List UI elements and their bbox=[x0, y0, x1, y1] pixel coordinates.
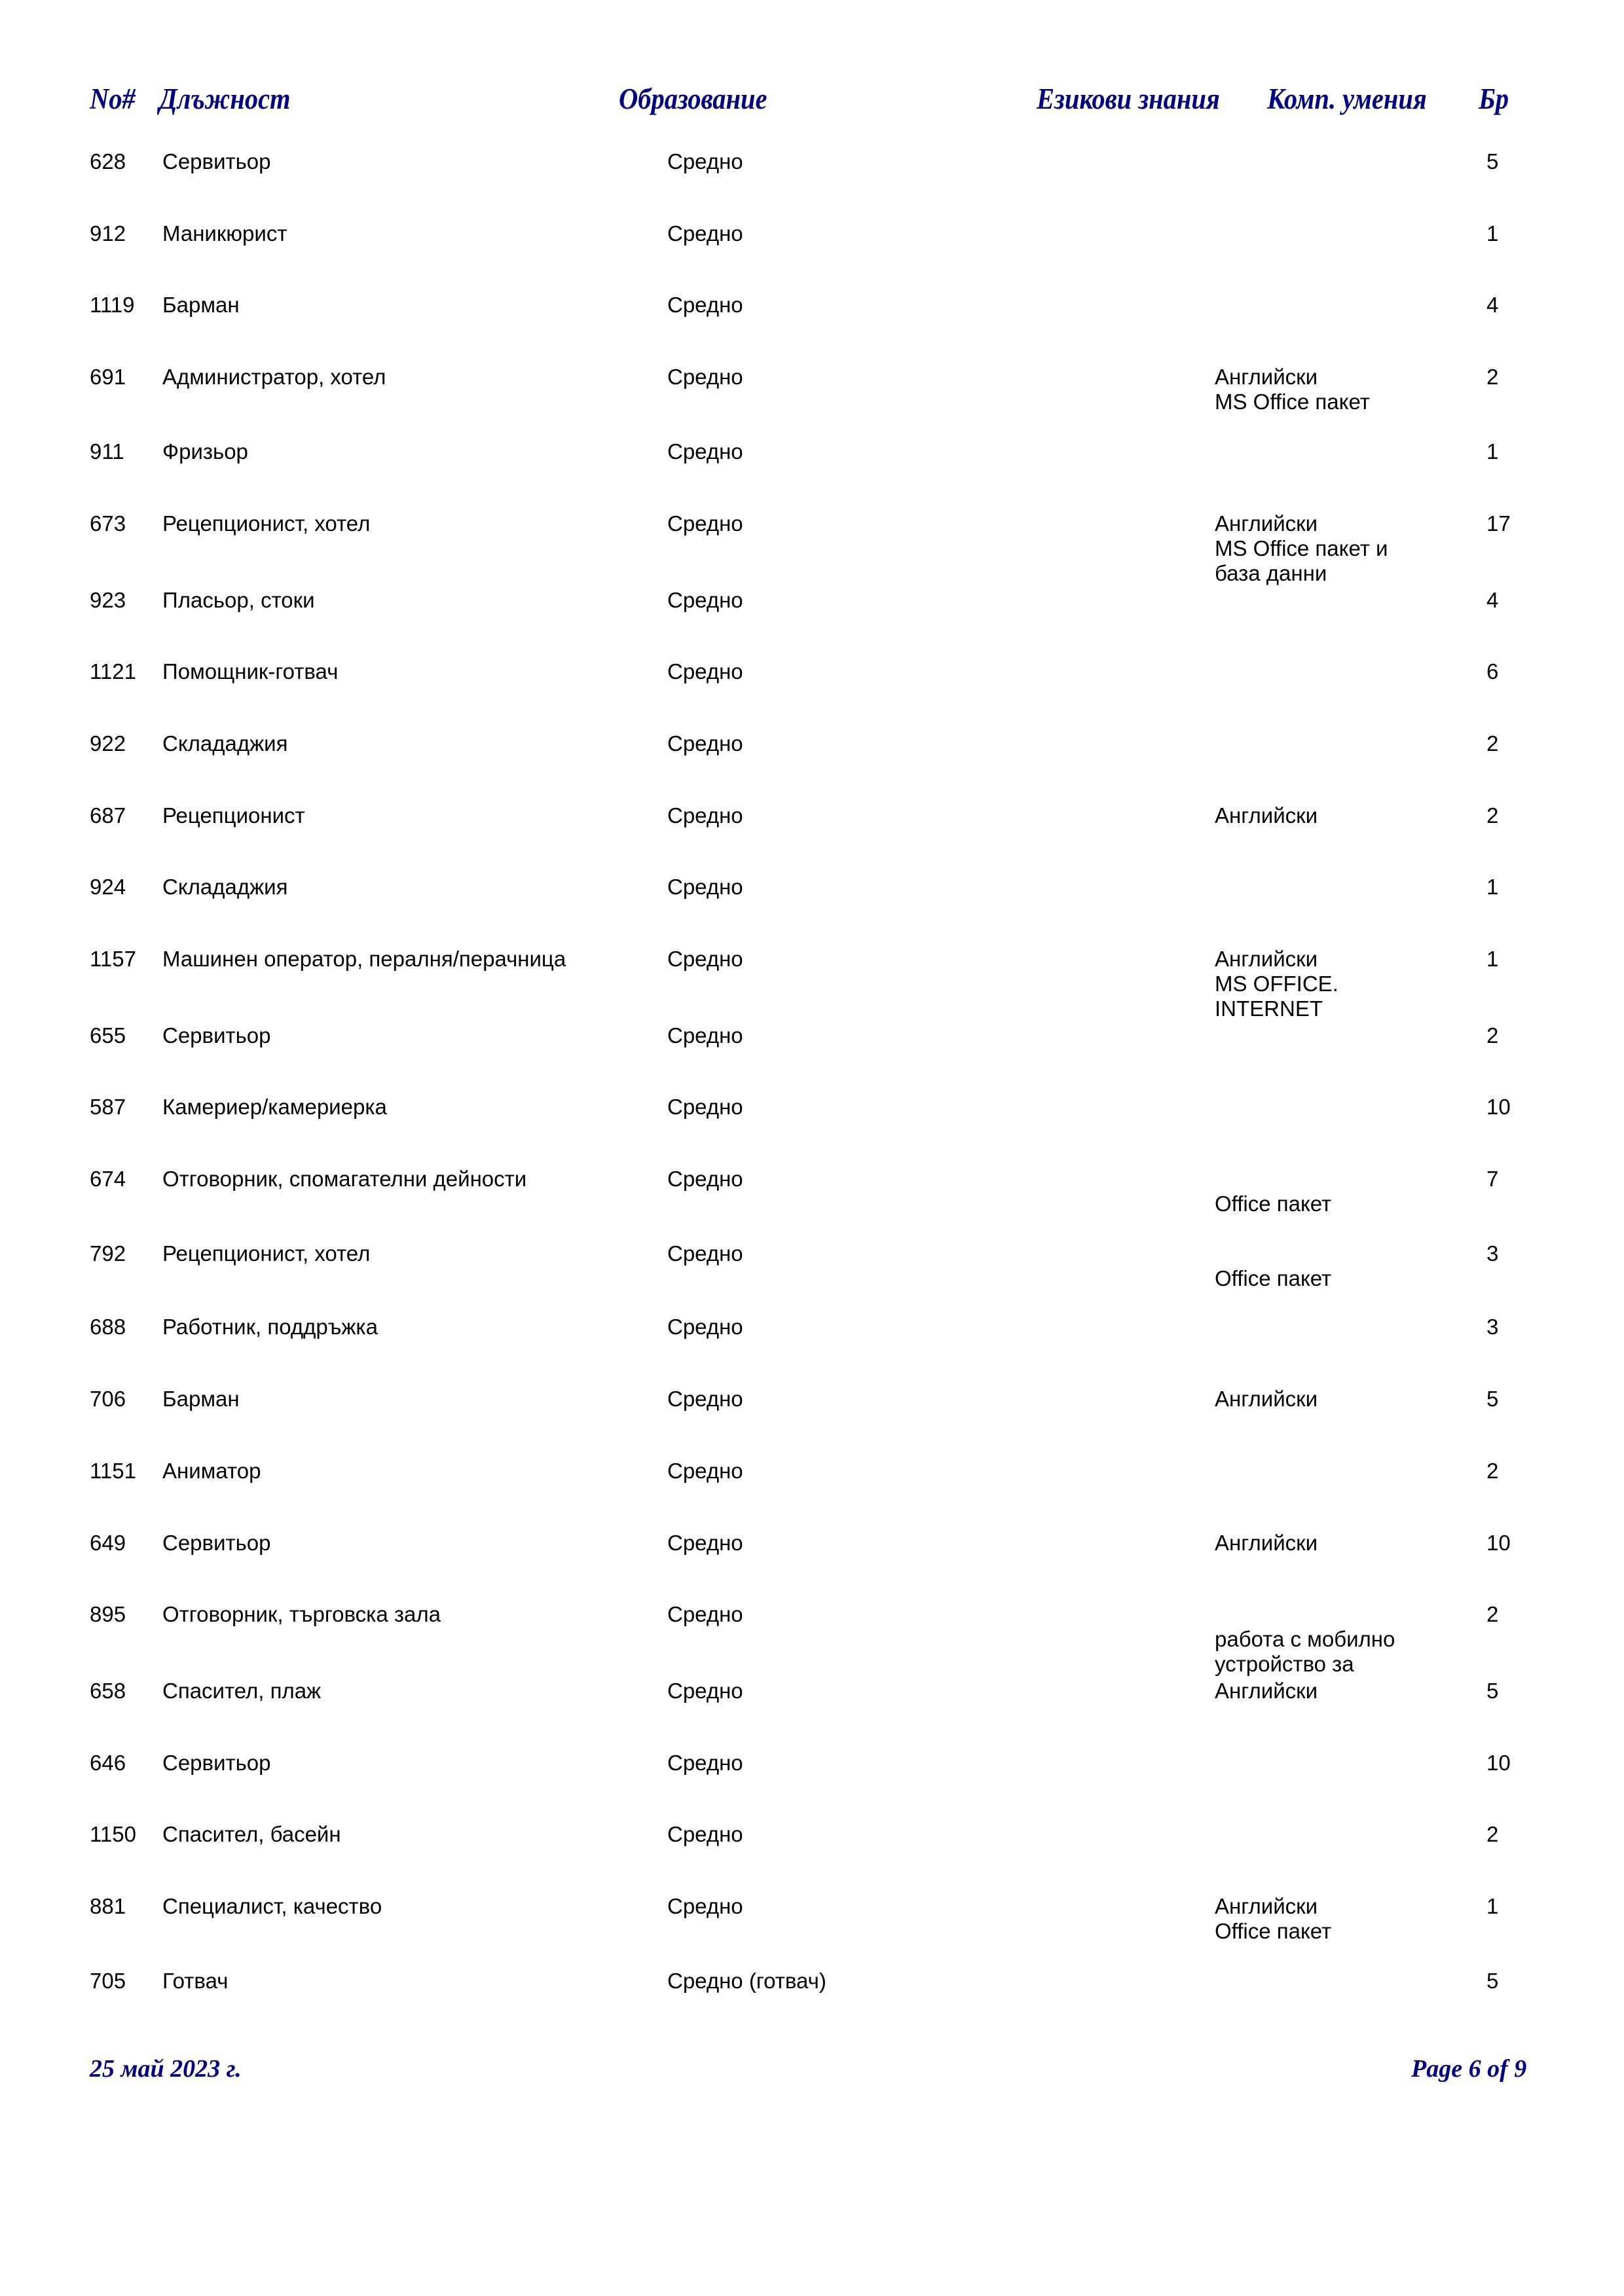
job-title: Спасител, басейн bbox=[162, 1822, 341, 1846]
table-row bbox=[0, 1969, 1624, 2008]
row-number: 706 bbox=[90, 1387, 126, 1411]
position-count: 3 bbox=[1486, 1315, 1499, 1339]
education: Средно bbox=[667, 1751, 743, 1775]
position-count: 7 bbox=[1486, 1167, 1499, 1191]
table-row bbox=[0, 149, 1624, 189]
job-title: Маникюрист bbox=[162, 221, 287, 246]
table-row bbox=[0, 511, 1624, 585]
header-education: Образование bbox=[619, 82, 767, 115]
position-count: 1 bbox=[1486, 221, 1499, 246]
education: Средно bbox=[667, 1167, 743, 1191]
position-count: 10 bbox=[1486, 1531, 1511, 1555]
skill-line: устройство за bbox=[1215, 1652, 1354, 1676]
position-count: 5 bbox=[1486, 1387, 1499, 1411]
table-row bbox=[0, 1387, 1624, 1426]
row-number: 673 bbox=[90, 511, 126, 536]
position-count: 2 bbox=[1486, 803, 1499, 828]
skills bbox=[1215, 1241, 1331, 1291]
job-title: Рецепционист, хотел bbox=[162, 511, 371, 536]
position-count: 5 bbox=[1486, 1969, 1499, 1993]
education: Средно bbox=[667, 365, 743, 389]
table-row bbox=[0, 221, 1624, 261]
row-number: 658 bbox=[90, 1679, 126, 1703]
skill-line: Office пакет bbox=[1215, 1266, 1332, 1290]
row-number: 911 bbox=[90, 439, 124, 464]
table-row bbox=[0, 1822, 1624, 1861]
position-count: 2 bbox=[1486, 1602, 1499, 1626]
row-number: 674 bbox=[90, 1167, 126, 1191]
table-row bbox=[0, 365, 1624, 414]
table-row bbox=[0, 875, 1624, 914]
skill-line: MS Office пакет bbox=[1215, 390, 1370, 414]
job-title: Сервитьор bbox=[162, 149, 271, 173]
job-title: Администратор, хотел bbox=[162, 365, 386, 389]
job-title: Склададжия bbox=[162, 875, 288, 899]
skills bbox=[1215, 511, 1388, 586]
job-title: Отговорник, спомагателни дейности bbox=[162, 1167, 527, 1191]
position-count: 10 bbox=[1486, 1095, 1511, 1119]
row-number: 881 bbox=[90, 1894, 126, 1918]
skill-line: работа с мобилно bbox=[1215, 1627, 1395, 1651]
position-count: 6 bbox=[1486, 659, 1499, 683]
education: Средно bbox=[667, 1095, 743, 1119]
position-count: 2 bbox=[1486, 1023, 1499, 1048]
row-number: 792 bbox=[90, 1241, 126, 1266]
skill-line: Английски bbox=[1215, 365, 1318, 389]
education: Средно bbox=[667, 149, 743, 173]
education: Средно bbox=[667, 731, 743, 756]
job-title: Отговорник, търговска зала bbox=[162, 1602, 441, 1626]
position-count: 1 bbox=[1486, 1894, 1499, 1918]
skills bbox=[1215, 1387, 1318, 1412]
education: Средно bbox=[667, 875, 743, 899]
skills bbox=[1215, 365, 1370, 414]
skills bbox=[1215, 803, 1318, 828]
education: Средно bbox=[667, 947, 743, 971]
position-count: 2 bbox=[1486, 1459, 1499, 1483]
education: Средно bbox=[667, 293, 743, 317]
education: Средно bbox=[667, 1023, 743, 1048]
table-row bbox=[0, 731, 1624, 771]
job-title: Спасител, плаж bbox=[162, 1679, 322, 1703]
job-title: Склададжия bbox=[162, 731, 288, 756]
table-row bbox=[0, 1167, 1624, 1216]
job-title: Фризьор bbox=[162, 439, 248, 464]
header-computer-skills: Комп. умения bbox=[1267, 82, 1427, 115]
position-count: 1 bbox=[1486, 439, 1499, 464]
position-count: 17 bbox=[1486, 511, 1511, 536]
table-row bbox=[0, 1751, 1624, 1790]
row-number: 1151 bbox=[90, 1459, 136, 1483]
row-number: 895 bbox=[90, 1602, 126, 1626]
row-number: 922 bbox=[90, 731, 126, 756]
table-row bbox=[0, 293, 1624, 332]
skill-line: INTERNET bbox=[1215, 996, 1323, 1021]
education: Средно bbox=[667, 1822, 743, 1846]
education: Средно bbox=[667, 1241, 743, 1266]
table-row bbox=[0, 1894, 1624, 1943]
job-title: Сервитьор bbox=[162, 1531, 271, 1555]
job-title: Машинен оператор, пералня/перачница bbox=[162, 947, 566, 971]
row-number: 646 bbox=[90, 1751, 126, 1775]
education: Средно (готвач) bbox=[667, 1969, 826, 1993]
table-row bbox=[0, 1679, 1624, 1718]
position-count: 2 bbox=[1486, 365, 1499, 389]
education: Средно bbox=[667, 1894, 743, 1918]
job-title: Пласьор, стоки bbox=[162, 588, 315, 612]
row-number: 1121 bbox=[90, 659, 136, 683]
job-title: Сервитьор bbox=[162, 1751, 271, 1775]
row-number: 655 bbox=[90, 1023, 126, 1048]
skills bbox=[1215, 1679, 1318, 1704]
position-count: 3 bbox=[1486, 1241, 1499, 1266]
position-count: 10 bbox=[1486, 1751, 1511, 1775]
table-row bbox=[0, 1602, 1624, 1676]
table-row bbox=[0, 439, 1624, 479]
table-row bbox=[0, 1095, 1624, 1134]
position-count: 2 bbox=[1486, 1822, 1499, 1846]
position-count: 1 bbox=[1486, 947, 1499, 971]
skill-line: Английски bbox=[1215, 1531, 1318, 1555]
education: Средно bbox=[667, 1315, 743, 1339]
education: Средно bbox=[667, 439, 743, 464]
row-number: 924 bbox=[90, 875, 126, 899]
position-count: 4 bbox=[1486, 293, 1499, 317]
row-number: 628 bbox=[90, 149, 126, 173]
table-row bbox=[0, 1315, 1624, 1354]
job-title: Камериер/камериерка bbox=[162, 1095, 387, 1119]
skill-line: Английски bbox=[1215, 511, 1318, 536]
table-row bbox=[0, 947, 1624, 1021]
education: Средно bbox=[667, 659, 743, 683]
skills bbox=[1215, 1167, 1331, 1216]
footer-date: 25 май 2023 г. bbox=[90, 2055, 242, 2083]
education: Средно bbox=[667, 1387, 743, 1411]
row-number: 688 bbox=[90, 1315, 126, 1339]
skill-line: Английски bbox=[1215, 1679, 1318, 1703]
row-number: 1157 bbox=[90, 947, 136, 971]
position-count: 5 bbox=[1486, 149, 1499, 173]
skill-line bbox=[1215, 1602, 1395, 1627]
skill-line: Office пакет bbox=[1215, 1919, 1332, 1943]
skills bbox=[1215, 1894, 1331, 1944]
table-row bbox=[0, 1459, 1624, 1498]
job-title: Помощник-готвач bbox=[162, 659, 339, 683]
table-row bbox=[0, 1531, 1624, 1570]
row-number: 1150 bbox=[90, 1822, 136, 1846]
footer-page-number: Page 6 of 9 bbox=[1411, 2055, 1527, 2083]
skills bbox=[1215, 1602, 1395, 1677]
row-number: 649 bbox=[90, 1531, 126, 1555]
table-row bbox=[0, 588, 1624, 627]
job-title: Готвач bbox=[162, 1969, 229, 1993]
skill-line: Office пакет bbox=[1215, 1192, 1332, 1216]
row-number: 912 bbox=[90, 221, 126, 246]
header-languages: Езикови знания bbox=[1037, 82, 1220, 115]
row-number: 691 bbox=[90, 365, 126, 389]
skill-line: MS Office пакет и bbox=[1215, 536, 1388, 560]
job-title: Рецепционист bbox=[162, 803, 305, 828]
table-row bbox=[0, 1023, 1624, 1063]
skills bbox=[1215, 947, 1338, 1021]
row-number: 1119 bbox=[90, 293, 135, 317]
table-row bbox=[0, 803, 1624, 843]
job-title: Сервитьор bbox=[162, 1023, 271, 1048]
position-count: 5 bbox=[1486, 1679, 1499, 1703]
job-title: Аниматор bbox=[162, 1459, 261, 1483]
position-count: 1 bbox=[1486, 875, 1499, 899]
row-number: 587 bbox=[90, 1095, 126, 1119]
skill-line: база данни bbox=[1215, 561, 1327, 585]
job-title: Работник, поддръжка bbox=[162, 1315, 378, 1339]
skill-line bbox=[1215, 1241, 1331, 1266]
education: Средно bbox=[667, 1602, 743, 1626]
skill-line: Английски bbox=[1215, 1894, 1318, 1918]
skill-line: MS OFFICE. bbox=[1215, 972, 1338, 996]
position-count: 4 bbox=[1486, 588, 1499, 612]
skills bbox=[1215, 1531, 1318, 1556]
education: Средно bbox=[667, 511, 743, 536]
job-title: Барман bbox=[162, 293, 240, 317]
row-number: 687 bbox=[90, 803, 126, 828]
table-row bbox=[0, 659, 1624, 699]
header-title: Длъжност bbox=[159, 82, 291, 115]
row-number: 923 bbox=[90, 588, 126, 612]
job-title: Рецепционист, хотел bbox=[162, 1241, 371, 1266]
row-number: 705 bbox=[90, 1969, 126, 1993]
education: Средно bbox=[667, 1679, 743, 1703]
header-no: No# bbox=[90, 82, 136, 115]
table-row bbox=[0, 1241, 1624, 1290]
skill-line: Английски bbox=[1215, 947, 1318, 971]
skill-line: Английски bbox=[1215, 803, 1318, 828]
skill-line bbox=[1215, 1167, 1331, 1192]
education: Средно bbox=[667, 588, 743, 612]
education: Средно bbox=[667, 803, 743, 828]
job-title: Барман bbox=[162, 1387, 240, 1411]
education: Средно bbox=[667, 1531, 743, 1555]
skill-line: Английски bbox=[1215, 1387, 1318, 1411]
job-title: Специалист, качество bbox=[162, 1894, 382, 1918]
position-count: 2 bbox=[1486, 731, 1499, 756]
education: Средно bbox=[667, 221, 743, 246]
education: Средно bbox=[667, 1459, 743, 1483]
header-count: Бр bbox=[1479, 82, 1509, 115]
